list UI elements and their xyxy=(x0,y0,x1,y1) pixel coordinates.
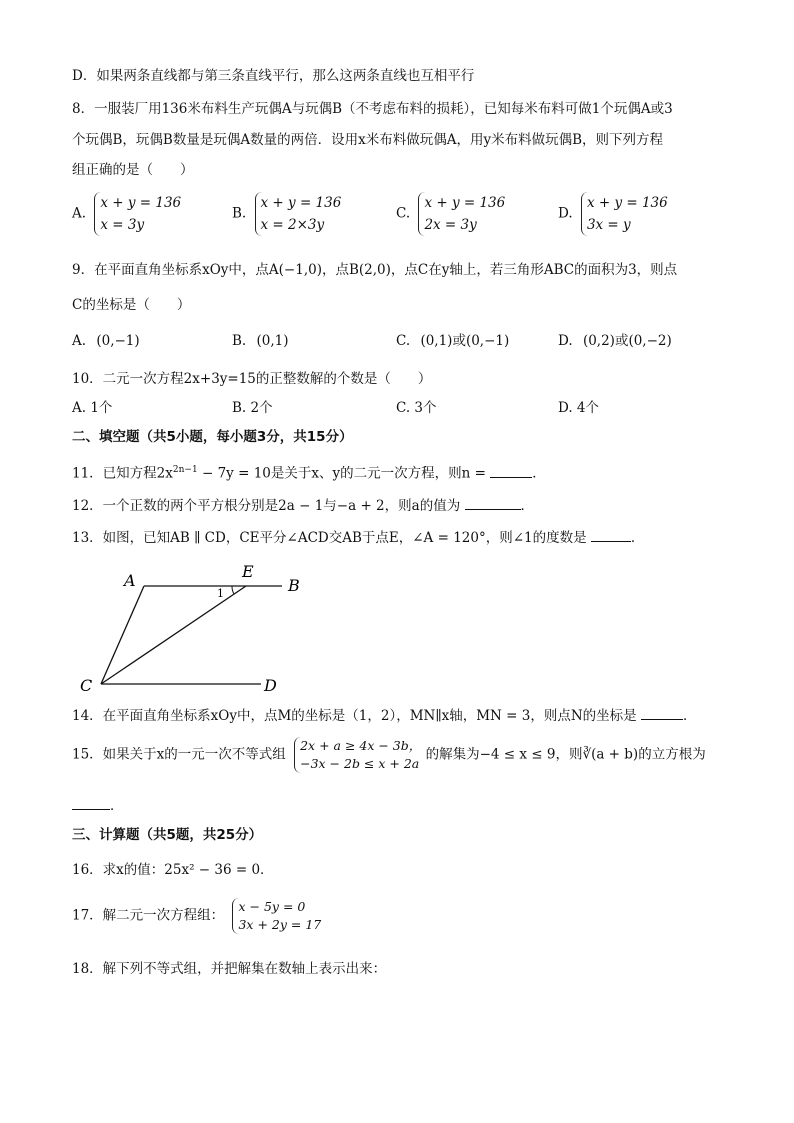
q9-option-b xyxy=(232,332,289,350)
q10-stem: 10．二元一次方程2x+3y=15的正整数解的个数是（ ） xyxy=(72,371,432,387)
q12-end: ． xyxy=(520,498,534,514)
equation: x + y = 136 xyxy=(260,195,342,211)
option-label: B. xyxy=(232,205,247,222)
q17 xyxy=(72,898,321,934)
q15 xyxy=(72,737,706,773)
q12-text: 12．一个正数的两个平方根分别是2a − 1与−a + 2，则a的值为 xyxy=(72,498,461,514)
option-label: C. xyxy=(396,205,411,222)
option-text: (0,2)或(0,−2) xyxy=(582,333,672,349)
option-label: B. xyxy=(232,333,247,349)
q18: 18．解下列不等式组，并把解集在数轴上表示出来： xyxy=(72,961,387,977)
answer-blank[interactable] xyxy=(641,719,683,720)
label-e: E xyxy=(242,562,254,581)
answer-blank[interactable] xyxy=(490,477,532,478)
q8-stem-line3: 组正确的是（ ） xyxy=(72,162,194,178)
equation-system xyxy=(232,898,321,934)
option-text: (0,1)或(0,−1) xyxy=(420,333,510,349)
answer-blank[interactable] xyxy=(72,809,110,810)
q14-end: ． xyxy=(682,708,697,724)
q15-text-post: 的解集为−4 ≤ x ≤ 9，则∛(a + b)的立方根为 xyxy=(425,746,706,763)
option-text: (0,−1) xyxy=(96,333,140,349)
label-c: C xyxy=(80,676,93,695)
inequality-system xyxy=(294,737,421,773)
option-label: A. xyxy=(72,333,87,349)
answer-blank[interactable] xyxy=(465,509,521,510)
q9-option-d xyxy=(558,332,672,350)
option-text: (0,1) xyxy=(256,333,289,349)
q14 xyxy=(72,707,696,725)
equation: 3x = y xyxy=(586,217,631,233)
equation-system xyxy=(581,192,668,236)
q10-option-c: C. 3个 xyxy=(396,400,437,416)
q17-text: 17．解二元一次方程组： xyxy=(72,907,225,924)
q15-text-pre: 15．如果关于x的一元一次不等式组 xyxy=(72,746,286,763)
equation-system xyxy=(255,192,342,236)
q11 xyxy=(72,461,546,483)
equation: x + y = 136 xyxy=(586,195,668,211)
equation-system xyxy=(94,192,181,236)
option-label: A. xyxy=(72,205,87,222)
answer-blank[interactable] xyxy=(591,541,631,542)
option-label: D. xyxy=(558,333,573,349)
q9-stem-line2: C的坐标是（ ） xyxy=(72,297,191,313)
q13 xyxy=(72,529,644,547)
label-b: B xyxy=(288,576,300,595)
q11-end: ． xyxy=(532,465,546,482)
q10-option-a: A. 1个 xyxy=(72,400,113,416)
q8-option-c xyxy=(396,192,505,236)
q15-answer-line xyxy=(72,797,124,815)
equation-system xyxy=(418,192,505,236)
q13-text: 13．如图，已知AB ∥ CD，CE平分∠ACD交AB于点E，∠A = 120°，则∠1的度数是 xyxy=(72,530,587,546)
equation: x − 5y = 0 xyxy=(238,899,306,914)
angle-arc xyxy=(232,586,234,594)
q10-option-d: D. 4个 xyxy=(558,400,600,416)
q11-text-post: − 7y = 10是关于x、y的二元一次方程，则n = xyxy=(197,465,486,482)
q13-geometry-figure xyxy=(70,558,330,698)
label-angle-1: 1 xyxy=(217,587,224,600)
section-heading-fill-in: 二、填空题（共5小题，每小题3分，共15分） xyxy=(72,429,353,445)
q15-end: ． xyxy=(110,798,124,814)
q8-option-a xyxy=(72,192,181,236)
equation: x = 2×3y xyxy=(260,217,325,233)
inequality: 2x + a ≥ 4x − 3b， xyxy=(300,738,422,753)
q9-option-c xyxy=(396,332,509,350)
equation: x + y = 136 xyxy=(424,195,506,211)
section-heading-calculation: 三、计算题（共5题，共25分） xyxy=(72,827,263,843)
label-a: A xyxy=(124,571,136,590)
equation: 2x = 3y xyxy=(424,217,477,233)
equation: 3x + 2y = 17 xyxy=(238,917,322,932)
q9-option-a xyxy=(72,332,140,350)
equation: x = 3y xyxy=(100,217,145,233)
q14-text: 14．在平面直角坐标系xOy中，点M的坐标是（1，2），MN∥x轴，MN = 3，则点N的坐标是 xyxy=(72,708,637,724)
option-label: D. xyxy=(558,205,573,222)
q11-exponent: 2n−1 xyxy=(172,465,198,475)
q12 xyxy=(72,497,534,515)
q8-option-d xyxy=(558,192,668,236)
label-d: D xyxy=(264,676,277,695)
inequality: −3x − 2b ≤ x + 2a xyxy=(300,756,420,771)
q16: 16．求x的值：25x² − 36 = 0． xyxy=(72,862,274,878)
q8-option-b xyxy=(232,192,341,236)
q8-stem-line2: 个玩偶B，玩偶B数量是玩偶A数量的两倍．设用x米布料做玩偶A，用y米布料做玩偶B，则下列方程 xyxy=(72,132,663,148)
q10-option-b: B. 2个 xyxy=(232,400,273,416)
q9-stem-line1: 9．在平面直角坐标系xOy中，点A(−1,0)，点B(2,0)，点C在y轴上，若三角形ABC的面积为3，则点 xyxy=(72,262,678,278)
q8-stem-line1: 8．一服装厂用136米布料生产玩偶A与玩偶B（不考虑布料的损耗），已知每米布料可做1个玩偶A或3 xyxy=(72,101,673,117)
option-label: C. xyxy=(396,333,411,349)
equation: x + y = 136 xyxy=(100,195,182,211)
q7-option-d: D．如果两条直线都与第三条直线平行，那么这两条直线也互相平行 xyxy=(72,68,475,84)
q13-end: ． xyxy=(630,530,645,546)
q11-text-pre: 11．已知方程2x xyxy=(72,465,173,482)
